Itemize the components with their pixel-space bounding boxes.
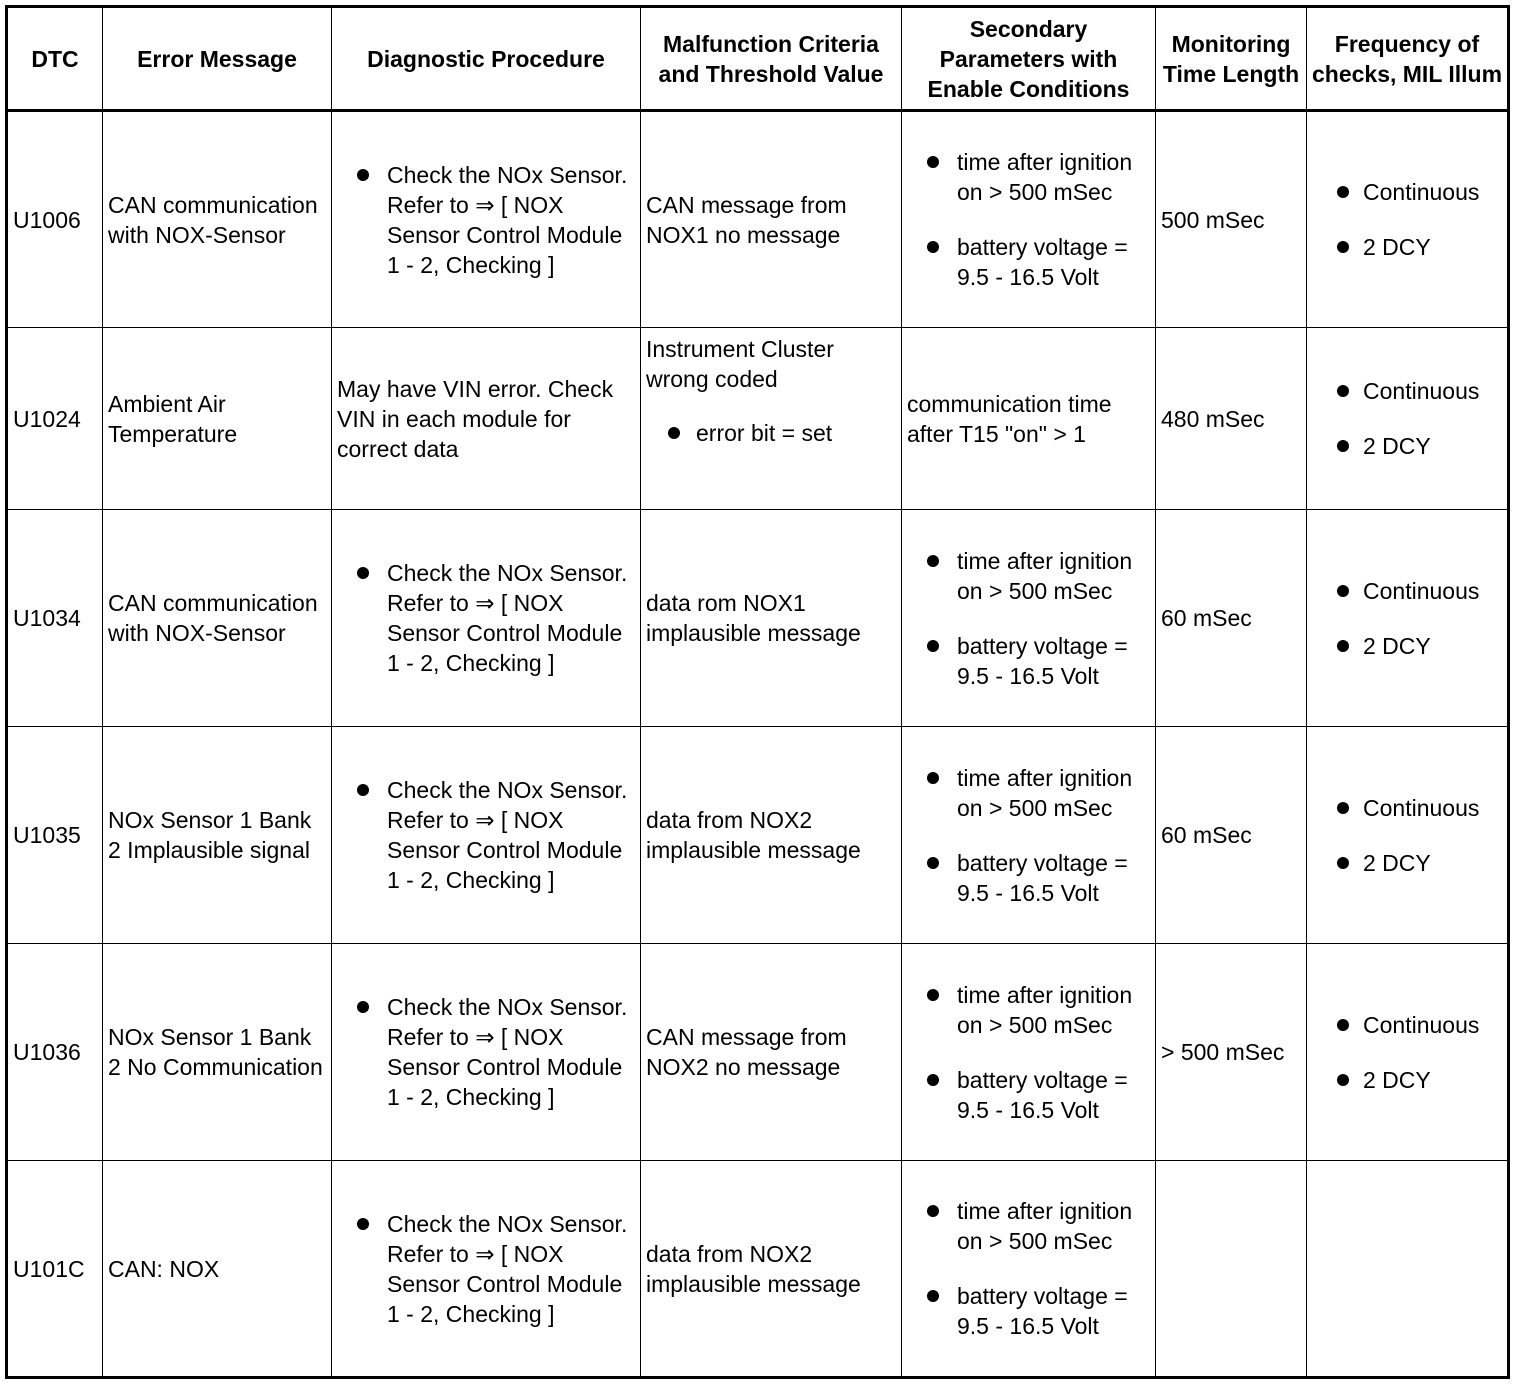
malfunction-criteria <box>641 328 902 510</box>
criteria-text: Instrument Cluster wrong coded <box>646 336 834 392</box>
secondary-item: time after ignition on > 500 mSec <box>907 763 1150 823</box>
diagnostic-procedure: May have VIN error. Check VIN in each module for correct data <box>332 328 641 510</box>
procedure-list <box>337 775 635 895</box>
procedure-list <box>337 160 635 280</box>
frequency-list <box>1312 1010 1502 1095</box>
procedure-item: Check the NOx Sensor. Refer to ⇒ [ NOX Sensor Control Module 1 - 2, Checking ] <box>337 775 635 895</box>
dtc-code: U101C <box>7 1161 103 1378</box>
secondary-list <box>907 546 1150 691</box>
procedure-item: Check the NOx Sensor. Refer to ⇒ [ NOX Sensor Control Module 1 - 2, Checking ] <box>337 558 635 678</box>
secondary-parameters <box>902 727 1156 944</box>
frequency-item: Continuous <box>1312 1010 1502 1040</box>
frequency-item: 2 DCY <box>1312 631 1502 661</box>
header-secondary-parameters: Secondary Parameters with Enable Conditions <box>902 7 1156 111</box>
dtc-code: U1024 <box>7 328 103 510</box>
diagnostic-procedure <box>332 1161 641 1378</box>
secondary-item: battery voltage = 9.5 - 16.5 Volt <box>907 232 1150 292</box>
error-message: CAN: NOX <box>103 1161 332 1378</box>
secondary-list <box>907 1196 1150 1341</box>
frequency-list <box>1312 376 1502 461</box>
secondary-item: time after ignition on > 500 mSec <box>907 147 1150 207</box>
procedure-list <box>337 558 635 678</box>
secondary-parameters <box>902 510 1156 727</box>
header-row <box>7 7 1509 111</box>
header-dtc: DTC <box>7 7 103 111</box>
procedure-item: Check the NOx Sensor. Refer to ⇒ [ NOX Sensor Control Module 1 - 2, Checking ] <box>337 992 635 1112</box>
frequency-item: 2 DCY <box>1312 431 1502 461</box>
table-row <box>7 944 1509 1161</box>
frequency <box>1307 944 1509 1161</box>
procedure-list <box>337 992 635 1112</box>
monitoring-time: > 500 mSec <box>1156 944 1307 1161</box>
frequency-item: Continuous <box>1312 376 1502 406</box>
frequency-item: Continuous <box>1312 576 1502 606</box>
secondary-list <box>907 763 1150 908</box>
error-message: NOx Sensor 1 Bank 2 No Communication <box>103 944 332 1161</box>
secondary-item: time after ignition on > 500 mSec <box>907 1196 1150 1256</box>
dtc-code: U1034 <box>7 510 103 727</box>
malfunction-criteria: data rom NOX1 implausible message <box>641 510 902 727</box>
diagnostic-procedure <box>332 727 641 944</box>
diagnostic-procedure <box>332 510 641 727</box>
secondary-item: battery voltage = 9.5 - 16.5 Volt <box>907 848 1150 908</box>
frequency <box>1307 510 1509 727</box>
header-malfunction-criteria: Malfunction Criteria and Threshold Value <box>641 7 902 111</box>
frequency-item: Continuous <box>1312 177 1502 207</box>
secondary-list <box>907 980 1150 1125</box>
procedure-list <box>337 1209 635 1329</box>
header-error-message: Error Message <box>103 7 332 111</box>
secondary-item: battery voltage = 9.5 - 16.5 Volt <box>907 1281 1150 1341</box>
monitoring-time <box>1156 1161 1307 1378</box>
diagnostic-procedure <box>332 111 641 328</box>
frequency <box>1307 727 1509 944</box>
malfunction-criteria: data from NOX2 implausible message <box>641 1161 902 1378</box>
table-row <box>7 111 1509 328</box>
monitoring-time: 500 mSec <box>1156 111 1307 328</box>
dtc-code: U1006 <box>7 111 103 328</box>
secondary-parameters <box>902 1161 1156 1378</box>
frequency-list <box>1312 793 1502 878</box>
malfunction-criteria: CAN message from NOX1 no message <box>641 111 902 328</box>
header-frequency: Frequency of checks, MIL Illum <box>1307 7 1509 111</box>
table-row <box>7 510 1509 727</box>
secondary-parameters <box>902 111 1156 328</box>
secondary-item: battery voltage = 9.5 - 16.5 Volt <box>907 1065 1150 1125</box>
error-message: Ambient Air Temperature <box>103 328 332 510</box>
procedure-item: Check the NOx Sensor. Refer to ⇒ [ NOX Sensor Control Module 1 - 2, Checking ] <box>337 1209 635 1329</box>
table-row <box>7 1161 1509 1378</box>
frequency-list <box>1312 576 1502 661</box>
table-row <box>7 727 1509 944</box>
dtc-code: U1036 <box>7 944 103 1161</box>
criteria-item: error bit = set <box>646 418 896 448</box>
error-message: NOx Sensor 1 Bank 2 Implausible signal <box>103 727 332 944</box>
monitoring-time: 480 mSec <box>1156 328 1307 510</box>
frequency-item: Continuous <box>1312 793 1502 823</box>
frequency <box>1307 328 1509 510</box>
criteria-list <box>646 418 896 448</box>
diagnostic-procedure <box>332 944 641 1161</box>
malfunction-criteria: CAN message from NOX2 no message <box>641 944 902 1161</box>
frequency <box>1307 111 1509 328</box>
frequency-item: 2 DCY <box>1312 848 1502 878</box>
frequency-item: 2 DCY <box>1312 232 1502 262</box>
secondary-item: time after ignition on > 500 mSec <box>907 980 1150 1040</box>
frequency-list <box>1312 177 1502 262</box>
monitoring-time: 60 mSec <box>1156 510 1307 727</box>
header-diagnostic-procedure: Diagnostic Procedure <box>332 7 641 111</box>
dtc-code: U1035 <box>7 727 103 944</box>
header-monitoring-time: Monitoring Time Length <box>1156 7 1307 111</box>
secondary-parameters <box>902 944 1156 1161</box>
secondary-list <box>907 147 1150 292</box>
table-row <box>7 328 1509 510</box>
error-message: CAN communication with NOX-Sensor <box>103 510 332 727</box>
secondary-item: battery voltage = 9.5 - 16.5 Volt <box>907 631 1150 691</box>
secondary-parameters: communication time after T15 "on" > 1 <box>902 328 1156 510</box>
frequency <box>1307 1161 1509 1378</box>
malfunction-criteria: data from NOX2 implausible message <box>641 727 902 944</box>
monitoring-time: 60 mSec <box>1156 727 1307 944</box>
frequency-item: 2 DCY <box>1312 1065 1502 1095</box>
secondary-item: time after ignition on > 500 mSec <box>907 546 1150 606</box>
procedure-item: Check the NOx Sensor. Refer to ⇒ [ NOX Sensor Control Module 1 - 2, Checking ] <box>337 160 635 280</box>
error-message: CAN communication with NOX-Sensor <box>103 111 332 328</box>
dtc-table <box>5 5 1510 1379</box>
